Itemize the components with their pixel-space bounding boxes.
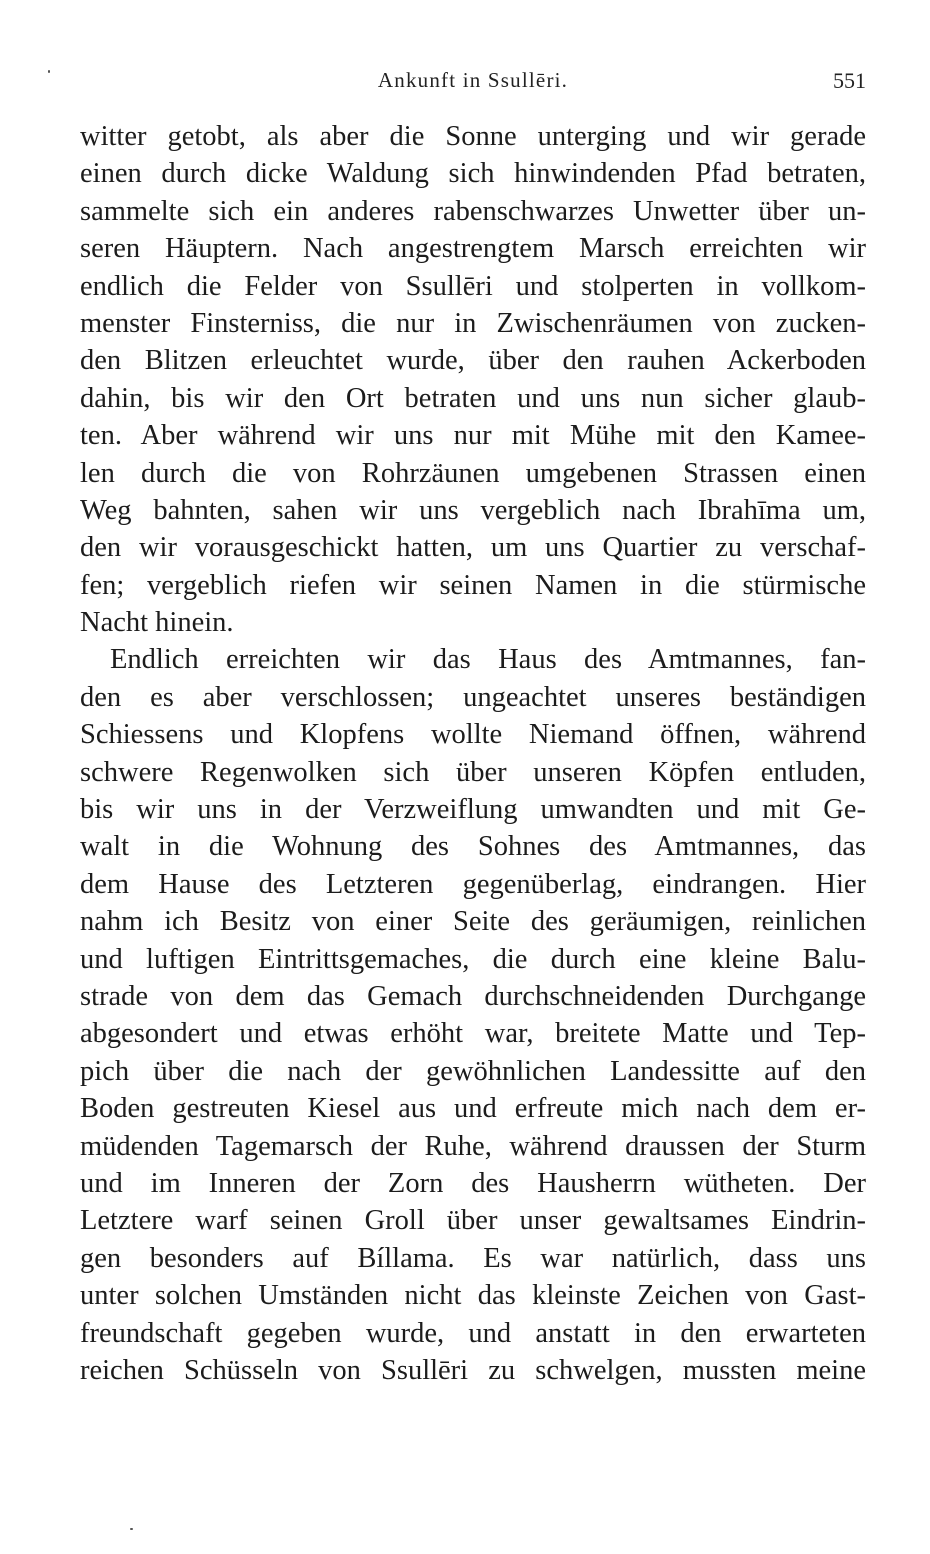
text-line: endlich die Felder von Ssullēri und stolperten in vollkom- [80,270,866,302]
text-line: einen durch dicke Waldung sich hinwindenden Pfad betraten, [80,158,866,190]
text-line: sammelte sich ein anderes rabenschwarzes Unwetter über un- [80,195,866,227]
text-line: Schiessens und Klopfens wollte Niemand öffnen, während [80,719,866,751]
text-line: müdenden Tagemarsch der Ruhe, während draussen der Sturm [80,1130,866,1162]
text-line: den Blitzen erleuchtet wurde, über den rauhen Ackerboden [80,345,866,377]
text-line: unter solchen Umständen nicht das kleinste Zeichen von Gast- [80,1280,866,1312]
text-line: den es aber verschlossen; ungeachtet unseres beständigen [80,681,866,713]
text-line: reichen Schüsseln von Ssullēri zu schwelgen, mussten meine [80,1354,866,1386]
text-line: fen; vergeblich riefen wir seinen Namen in die stürmische [80,569,866,601]
text-line: menster Finsterniss, die nur in Zwischenräumen von zucken- [80,307,866,339]
running-header [80,68,866,98]
text-line: schwere Regenwolken sich über unseren Köpfen entluden, [80,756,866,788]
text-line: Nacht hinein. [80,607,234,639]
running-title: Ankunft in Ssullēri. [377,68,569,92]
text-line: dem Hause des Letzteren gegenüberlag, eindrangen. Hier [80,868,866,900]
text-line: seren Häuptern. Nach angestrengtem Marsch erreichten wir [80,233,866,265]
text-line: pich über die nach der gewöhnlichen Landessitte auf den [80,1055,866,1087]
text-line: Boden gestreuten Kiesel aus und erfreute mich nach dem er- [80,1093,866,1125]
text-line: dahin, bis wir den Ort betraten und uns nun sicher glaub- [80,382,866,414]
text-line: freundschaft gegeben wurde, und anstatt in den erwarteten [80,1317,866,1349]
body-text [80,118,866,1389]
text-line: bis wir uns in der Verzweiflung umwandten und mit Ge- [80,794,866,826]
text-line: walt in die Wohnung des Sohnes des Amtmannes, das [80,831,866,863]
paragraph [80,118,866,641]
text-line: witter getobt, als aber die Sonne unterging und wir gerade [80,121,866,152]
print-speck [130,1528,133,1530]
text-line: ten. Aber während wir uns nur mit Mühe mit den Kamee- [80,420,866,452]
text-line: abgesondert und etwas erhöht war, breitete Matte und Tep- [80,1018,866,1050]
text-line: Letztere warf seinen Groll über unser gewaltsames Eindrin- [80,1205,866,1237]
text-line: nahm ich Besitz von einer Seite des geräumigen, reinlichen [80,906,866,938]
text-line: strade von dem das Gemach durchschneidenden Durchgange [80,980,866,1012]
text-line: Weg bahnten, sahen wir uns vergeblich nach Ibrahīma um, [80,494,866,526]
text-line: den wir vorausgeschickt hatten, um uns Quartier zu verschaf- [80,532,866,564]
text-line: und im Inneren der Zorn des Hausherrn wütheten. Der [80,1167,866,1199]
print-speck [48,70,50,73]
paragraph [80,641,866,1389]
text-line: len durch die von Rohrzäunen umgebenen Strassen einen [80,457,866,489]
text-line: gen besonders auf Bíllama. Es war natürlich, dass uns [80,1242,866,1274]
text-line: Endlich erreichten wir das Haus des Amtmannes, fan- [110,644,866,676]
page-number: 551 [833,68,866,93]
text-line: und luftigen Eintrittsgemaches, die durch eine kleine Balu- [80,943,866,975]
